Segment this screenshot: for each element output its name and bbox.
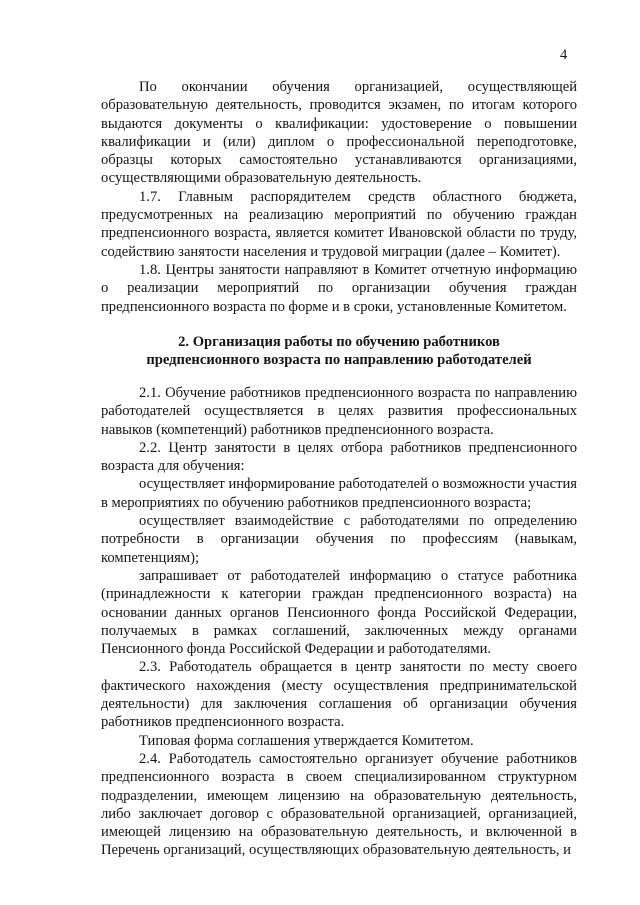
- list-item-informing: осуществляет информирование работодателей о возможности участия в мероприятиях по обучению работников предпенсионного возраста;: [101, 476, 577, 511]
- paragraph-standard-form: Типовая форма соглашения утверждается Комитетом.: [139, 732, 474, 749]
- paragraph-exam: По окончании обучения организацией, осуществляющей образовательную деятельность, проводится экзамен, по итогам которого выдаются документы о квалификации: удостоверение о повышении квалификации и (или) диплом о профессиональной переподготовке, образцы которых самостоятельно устанавливаются организациями, осуществляющими образовательную деятельность.: [101, 79, 577, 187]
- paragraph-2-2: 2.2. Центр занятости в целях отбора работников предпенсионного возраста для обучения:: [101, 439, 577, 475]
- section-2-heading-line-1: 2. Организация работы по обучению работников: [178, 334, 500, 350]
- section-2-heading-line-2: предпенсионного возраста по направлению работодателей: [146, 352, 532, 369]
- paragraph-2-3: 2.3. Работодатель обращается в центр занятости по месту своего фактического нахождения (месту осуществления предпринимательской деятельности) для заключения соглашения об организации обучения работников предпенсионного возраста.: [101, 659, 577, 731]
- list-item-interaction: осуществляет взаимодействие с работодателями по определению потребности в организации обучения по профессиям (навыкам, компетенциям);: [101, 513, 577, 566]
- paragraph-2-4: 2.4. Работодатель самостоятельно организует обучение работников предпенсионного возраста в своем специализированном структурном подразделении, имеющем лицензию на образовательную деятельность, либо заключает договор с образовательной организацией, организацией, имеющей лицензию на образовательную деятельность, и включенной в Перечень организаций, осуществляющих образовательную деятельность, и: [101, 750, 577, 859]
- paragraph-2-1: 2.1. Обучение работников предпенсионного возраста по направлению работодателей осуществляется в целях развития профессиональных навыков (компетенций) работников предпенсионного возраста.: [101, 385, 577, 438]
- section-2-body: [101, 384, 577, 860]
- paragraph-1-7: 1.7. Главным распорядителем средств областного бюджета, предусмотренных на реализацию мероприятий по обучению граждан предпенсионного возраста, является комитет Ивановской области по труду, содействию занятости населения и трудовой миграции (далее – Комитет).: [101, 188, 577, 260]
- paragraph-1-8: 1.8. Центры занятости направляют в Комитет отчетную информацию о реализации мероприятий по организации обучения граждан предпенсионного возраста по форме и в сроки, установленные Комитетом.: [101, 261, 577, 315]
- list-item-request: запрашивает от работодателей информацию о статусе работника (принадлежности к категории граждан предпенсионного возраста) на основании данных органов Пенсионного фонда Российской Федерации, получаемых в рамках соглашений, заключенных между органами Пенсионного фонда Российской Федерации и работодателями.: [101, 567, 577, 658]
- section-2-heading: [101, 333, 577, 370]
- page-number: 4: [560, 47, 568, 63]
- section-1-continuation: [101, 78, 577, 316]
